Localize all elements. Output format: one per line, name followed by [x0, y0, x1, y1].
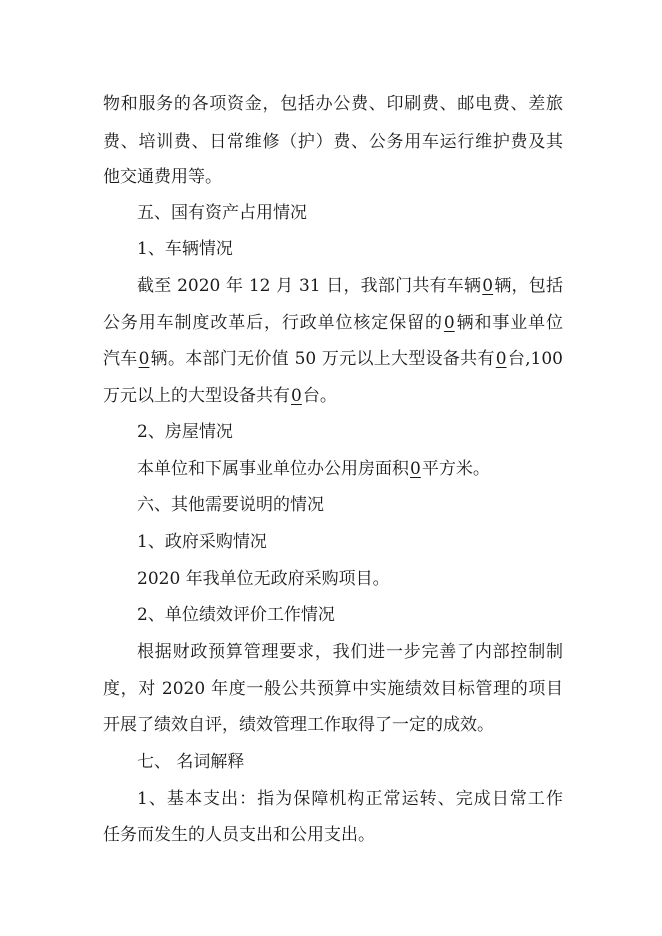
vehicles-text: 台。	[302, 386, 337, 406]
performance-line: 开展了绩效自评，绩效管理工作取得了一定的成效。	[103, 715, 494, 735]
housing-line	[137, 456, 490, 482]
procurement-line: 2020 年我单位无政府采购项目。	[137, 569, 390, 589]
definition-line: 1、基本支出：指为保障机构正常运转、完成日常工作	[137, 789, 563, 809]
vehicles-text: 截至 2020 年 12 月 31 日，我部门共有车辆	[137, 276, 482, 296]
vehicles-text: 辆，包括	[494, 276, 564, 296]
vehicles-text: 汽车	[103, 349, 138, 369]
section-heading-5: 五、国有资产占用情况	[137, 203, 307, 223]
office-area-value: 0	[410, 459, 421, 479]
vehicles-text: 公务用车制度改革后，行政单位核定保留的	[103, 313, 443, 333]
subheading-performance: 2、单位绩效评价工作情况	[137, 605, 335, 625]
vehicles-line-3	[103, 346, 563, 372]
housing-text: 平方米。	[421, 459, 490, 479]
vehicles-total-value: 0	[482, 276, 494, 296]
vehicles-text: 辆和事业单位	[455, 313, 564, 333]
performance-line: 根据财政预算管理要求，我们进一步完善了内部控制制	[137, 642, 563, 662]
performance-line: 度，对 2020 年度一般公共预算中实施绩效目标管理的项目	[103, 679, 563, 699]
vehicles-line-4	[103, 383, 337, 409]
institution-vehicles-value: 0	[138, 349, 150, 369]
subheading-housing: 2、房屋情况	[137, 422, 233, 442]
vehicles-text: 辆。本部门无价值 50 万元以上大型设备共有	[150, 349, 495, 369]
section-heading-6: 六、其他需要说明的情况	[137, 495, 324, 515]
equipment-100w-value: 0	[291, 386, 302, 406]
vehicles-line-2	[103, 310, 563, 336]
vehicles-text: 万元以上的大型设备共有	[103, 386, 290, 406]
section-heading-7: 七、 名词解释	[137, 752, 245, 772]
subheading-procurement: 1、政府采购情况	[137, 532, 267, 552]
paragraph-line: 费、培训费、日常维修（护）费、公务用车运行维护费及其	[103, 132, 563, 152]
definition-line: 任务而发生的人员支出和公用支出。	[103, 825, 375, 845]
equipment-50w-value: 0	[495, 349, 507, 369]
subheading-vehicles: 1、车辆情况	[137, 239, 233, 259]
admin-vehicles-value: 0	[443, 313, 455, 333]
paragraph-line: 物和服务的各项资金，包括办公费、印刷费、邮电费、差旅	[103, 94, 563, 114]
vehicles-line-1	[137, 273, 563, 299]
vehicles-text: 台,100	[507, 349, 563, 369]
housing-text: 本单位和下属事业单位办公用房面积	[137, 459, 409, 479]
paragraph-line: 他交通费用等。	[103, 167, 222, 187]
